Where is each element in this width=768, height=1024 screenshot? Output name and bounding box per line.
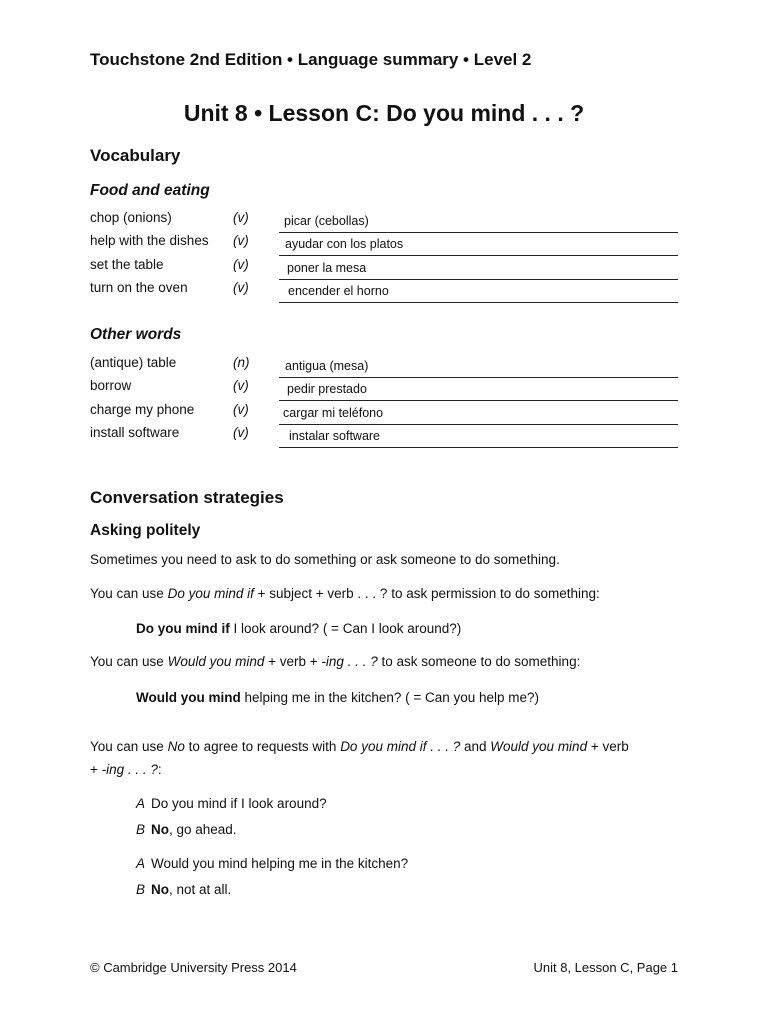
text: to ask someone to do something: — [377, 654, 581, 669]
translation-text: ayudar con los platos — [285, 237, 404, 251]
text: helping me in the kitchen? ( = Can you help me?) — [240, 690, 540, 705]
part-of-speech: (v) — [233, 210, 249, 225]
dialog-text: Would you mind helping me in the kitchen? — [151, 856, 409, 871]
vocab-row — [90, 210, 678, 233]
paragraph-request — [90, 654, 580, 669]
vocab-row — [90, 257, 678, 280]
part-of-speech: (v) — [233, 425, 249, 440]
text: : — [157, 762, 162, 777]
vocab-term: install software — [90, 425, 180, 440]
food-eating-heading: Food and eating — [90, 182, 210, 199]
text: You can use — [90, 654, 168, 669]
translation-text: picar (cebollas) — [284, 214, 369, 228]
vocabulary-heading: Vocabulary — [90, 146, 181, 165]
text: + verb + — [264, 654, 322, 669]
dialog-text: Do you mind if I look around? — [151, 796, 327, 811]
part-of-speech: (v) — [233, 402, 249, 417]
example-permission — [136, 621, 461, 636]
text: and — [460, 739, 491, 754]
text-bold: No — [151, 882, 169, 897]
translation-text: poner la mesa — [287, 261, 367, 275]
vocab-term: borrow — [90, 378, 132, 393]
translation-field — [279, 428, 678, 448]
translation-field — [279, 213, 678, 233]
unit-title: Unit 8 • Lesson C: Do you mind . . . ? — [183, 100, 585, 126]
text: + verb — [587, 739, 629, 754]
translation-field — [279, 405, 678, 425]
text-italic: Do you mind if — [167, 586, 254, 601]
text: You can use — [90, 586, 168, 601]
asking-politely-heading: Asking politely — [90, 522, 201, 539]
dialog-line — [136, 822, 237, 837]
paragraph-permission — [90, 586, 600, 601]
translation-text: encender el horno — [288, 284, 389, 298]
translation-text: antigua (mesa) — [285, 359, 369, 373]
paragraph-intro: Sometimes you need to ask to do something or ask someone to do something. — [90, 552, 560, 567]
vocab-row — [90, 402, 678, 425]
translation-field — [279, 381, 678, 401]
footer-page-info: Unit 8, Lesson C, Page 1 — [533, 960, 678, 975]
translation-field — [279, 260, 678, 280]
text-bold: No — [151, 822, 169, 837]
dialog-line — [136, 796, 327, 811]
part-of-speech: (v) — [233, 378, 249, 393]
paragraph-agree-continued — [90, 762, 162, 777]
dialog-text: , not at all. — [169, 882, 232, 897]
part-of-speech: (v) — [233, 280, 249, 295]
text-italic: No — [167, 739, 185, 754]
dialog-line — [136, 856, 408, 871]
text-italic: Would you mind — [167, 654, 265, 669]
translation-field — [279, 236, 678, 256]
vocab-row — [90, 425, 678, 448]
text-italic: Do you mind if . . . ? — [340, 739, 461, 754]
vocab-row — [90, 233, 678, 256]
document-header: Touchstone 2nd Edition • Language summary • Level 2 — [90, 50, 532, 69]
text-bold: Do you mind if — [136, 621, 230, 636]
text: You can use — [90, 739, 168, 754]
translation-field — [279, 283, 678, 303]
paragraph-agree — [90, 739, 629, 754]
translation-text: cargar mi teléfono — [283, 406, 384, 420]
vocab-term: chop (onions) — [90, 210, 172, 225]
speaker-label: A — [136, 856, 146, 871]
vocab-row — [90, 280, 678, 303]
translation-field — [279, 358, 678, 378]
text: + subject + verb . . . ? to ask permission to do something: — [253, 586, 600, 601]
part-of-speech: (n) — [233, 355, 250, 370]
footer-copyright: © Cambridge University Press 2014 — [90, 960, 297, 975]
vocab-term: set the table — [90, 257, 164, 272]
speaker-label: A — [136, 796, 146, 811]
text: to agree to requests with — [184, 739, 341, 754]
dialog-line — [136, 882, 231, 897]
text-bold: Would you mind — [136, 690, 241, 705]
vocab-term: help with the dishes — [90, 233, 209, 248]
translation-text: instalar software — [289, 429, 381, 443]
text-italic: Would you mind — [490, 739, 588, 754]
text-italic: -ing . . . ? — [101, 762, 158, 777]
vocab-term: (antique) table — [90, 355, 177, 370]
other-words-heading: Other words — [90, 326, 182, 343]
vocab-term: charge my phone — [90, 402, 195, 417]
speaker-label: B — [136, 882, 146, 897]
speaker-label: B — [136, 822, 146, 837]
text: + — [90, 762, 102, 777]
part-of-speech: (v) — [233, 257, 249, 272]
text: I look around? ( = Can I look around?) — [229, 621, 462, 636]
vocab-row — [90, 378, 678, 401]
vocab-row — [90, 355, 678, 378]
translation-text: pedir prestado — [287, 382, 367, 396]
conversation-strategies-heading: Conversation strategies — [90, 488, 284, 507]
text-italic: -ing . . . ? — [321, 654, 378, 669]
example-request — [136, 690, 539, 705]
vocab-term: turn on the oven — [90, 280, 188, 295]
dialog-text: , go ahead. — [169, 822, 237, 837]
part-of-speech: (v) — [233, 233, 249, 248]
